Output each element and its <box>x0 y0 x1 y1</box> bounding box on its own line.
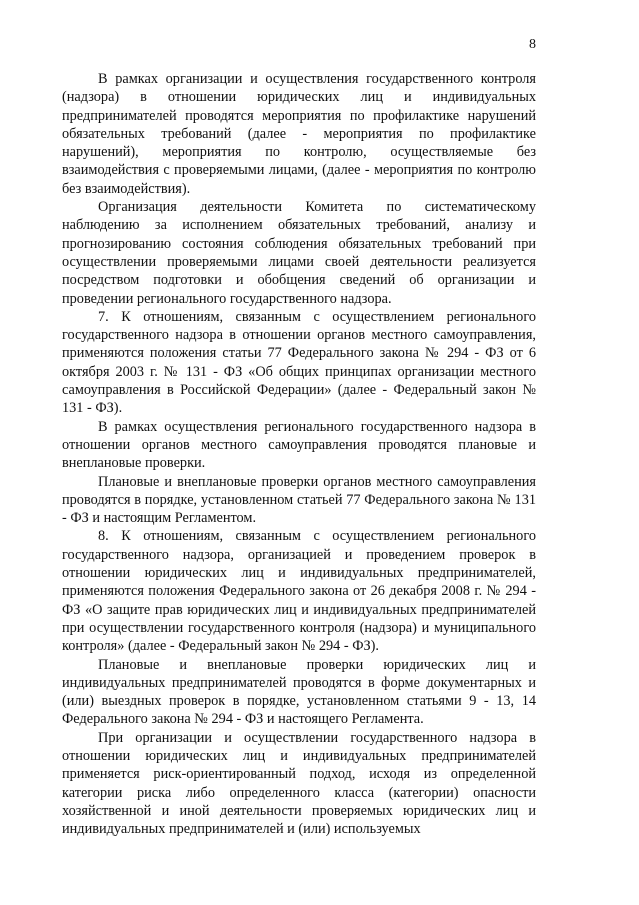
paragraph: При организации и осуществлении государственного надзора в отношении юридических лиц и индивидуальных предпринимателей применяется риск-ориентированный подход, исходя из определенной категории риска либо определенного класса (категории) опасности хозяйственной и иной деятельности проверяемых юридических лиц и индивидуальных предпринимателей и (или) используемых <box>62 729 536 838</box>
paragraph: В рамках осуществления регионального государственного надзора в отношении органов местного самоуправления проводятся плановые и внеплановые проверки. <box>62 418 536 472</box>
document-body <box>62 70 536 838</box>
paragraph: В рамках организации и осуществления государственного контроля (надзора) в отношении юридических лиц и индивидуальных предпринимателей проводятся мероприятия по профилактике нарушений обязательных требований (далее - мероприятия по профилактике нарушений), мероприятия по контролю, осуществляемые без взаимодействия с проверяемыми лицами, (далее - мероприятия по контролю без взаимодействия). <box>62 71 536 197</box>
paragraph: Плановые и внеплановые проверки органов местного самоуправления проводятся в порядке, установленном статьей 77 Федерального закона № 131 - ФЗ и настоящим Регламентом. <box>62 473 536 527</box>
paragraph: Организация деятельности Комитета по систематическому наблюдению за исполнением обязательных требований, анализу и прогнозированию состояния соблюдения обязательных требований при осуществлении проверяемыми лицами своей деятельности реализуется посредством подготовки и обобщения сведений об организации и проведении регионального государственного надзора. <box>62 199 536 307</box>
page-number: 8 <box>529 37 536 52</box>
paragraph: Плановые и внеплановые проверки юридических лиц и индивидуальных предпринимателей проводятся в форме документарных и (или) выездных проверок в порядке, установленном статьями 9 - 13, 14 Федерального закона № 294 - ФЗ и настоящего Регламента. <box>62 656 536 728</box>
paragraph: 8. К отношениям, связанным с осуществлением регионального государственного надзора, организацией и проведением проверок в отношении юридических лиц и индивидуальных предпринимателей, применяются положения Федерального закона от 26 декабря 2008 г. № 294 - ФЗ «О защите прав юридических лиц и индивидуальных предпринимателей при осуществлении государственного контроля (надзора) и муниципального контроля» (далее - Федеральный закон № 294 - ФЗ). <box>62 528 536 655</box>
paragraph: 7. К отношениям, связанным с осуществлением регионального государственного надзора в отношении органов местного самоуправления, применяются положения статьи 77 Федерального закона № 294 - ФЗ от 6 октября 2003 г. № 131 - ФЗ «Об общих принципах организации местного самоуправления в Российской Федерации» (далее - Федеральный закон № 131 - ФЗ). <box>62 308 536 417</box>
